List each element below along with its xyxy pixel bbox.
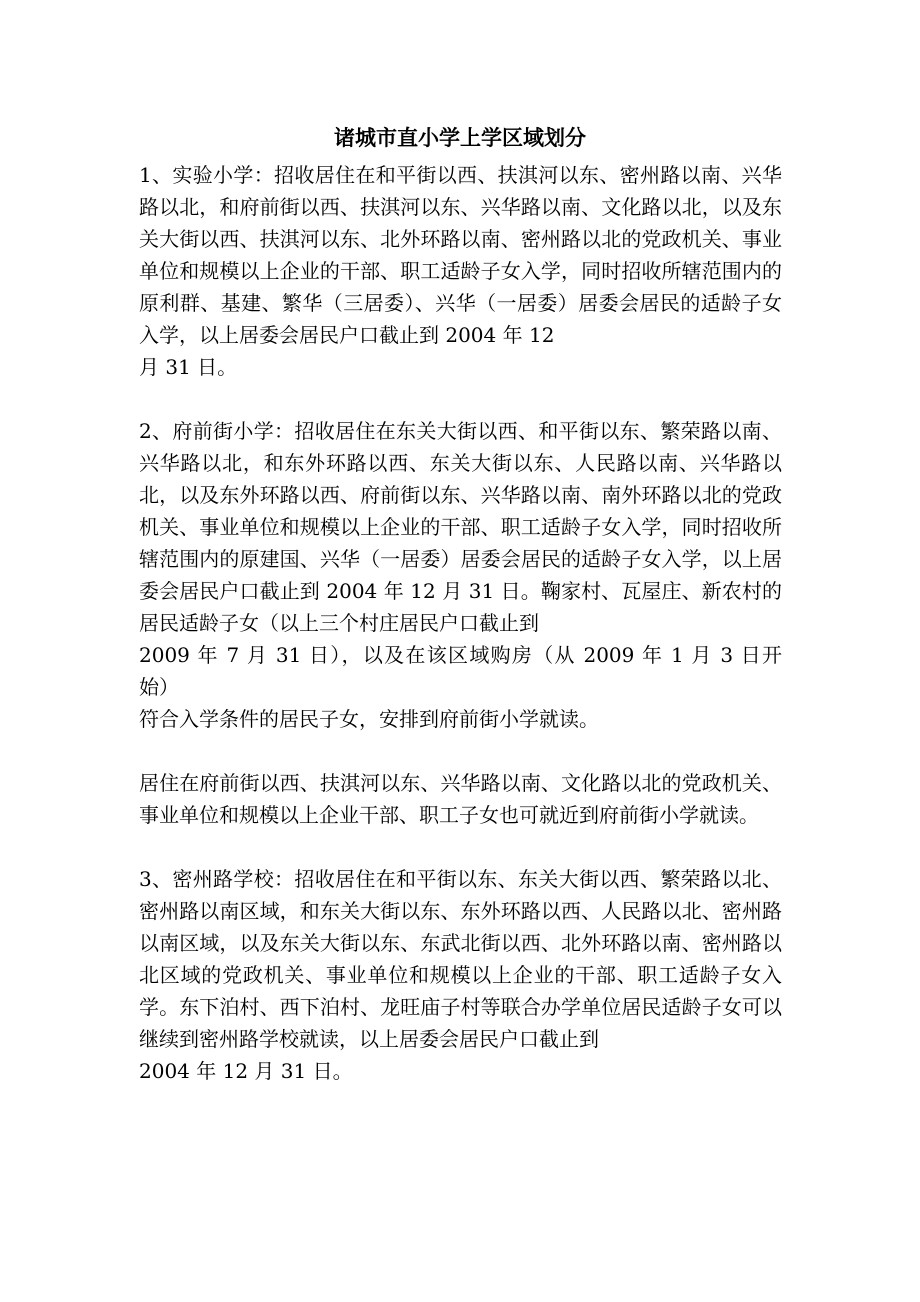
paragraph-fuqianjie-school: 2、府前街小学：招收居住在东关大街以西、和平街以东、繁荣路以南、兴华路以北，和东外环路以西、东关大街以东、人民路以南、兴华路以北，以及东外环路以西、府前街以东、兴华路以南、南外环路以北的党政机关、事业单位和规模以上企业的干部、职工适龄子女入学，同时招收所辖范围内的原建国、兴华（一居委）居委会居民的适龄子女入学，以上居委会居民户口截止到 2004 年 12 月 31 日。鞠家村、瓦屋庄、新农村的居民适龄子女（以上三个村庄居民户口截止到 2009 年 7 月 31 日），以及在该区域购房（从 2009 年 1 月 3 日开始） 符合入学条件的居民子女，安排到府前街小学就读。 bbox=[139, 419, 782, 731]
paragraph-fuqianjie-supplement: 居住在府前街以西、扶淇河以东、兴华路以南、文化路以北的党政机关、事业单位和规模以上企业干部、职工子女也可就近到府前街小学就读。 bbox=[139, 771, 782, 827]
paragraph-experimental-school: 1、实验小学：招收居住在和平街以西、扶淇河以东、密州路以南、兴华路以北，和府前街以西、扶淇河以东、兴华路以南、文化路以北，以及东关大街以西、扶淇河以东、北外环路以南、密州路以北的党政机关、事业单位和规模以上企业的干部、职工适龄子女入学，同时招收所辖范围内的原利群、基建、繁华（三居委）、兴华（一居委）居委会居民的适龄子女入学，以上居委会居民户口截止到 2004 年 12 月 31 日。 bbox=[139, 163, 782, 379]
document-title: 诸城市直小学上学区域划分 bbox=[334, 125, 586, 150]
document-body bbox=[139, 159, 782, 1119]
paragraph-mizhoulu-school: 3、密州路学校：招收居住在和平街以东、东关大街以西、繁荣路以北、密州路以南区域，和东关大街以东、东外环路以西、人民路以北、密州路以南区域，以及东关大街以东、东武北街以西、北外环路以南、密州路以北区域的党政机关、事业单位和规模以上企业的干部、职工适龄子女入学。东下泊村、西下泊村、龙旺庙子村等联合办学单位居民适龄子女可以继续到密州路学校就读，以上居委会居民户口截止到 2004 年 12 月 31 日。 bbox=[139, 867, 782, 1083]
